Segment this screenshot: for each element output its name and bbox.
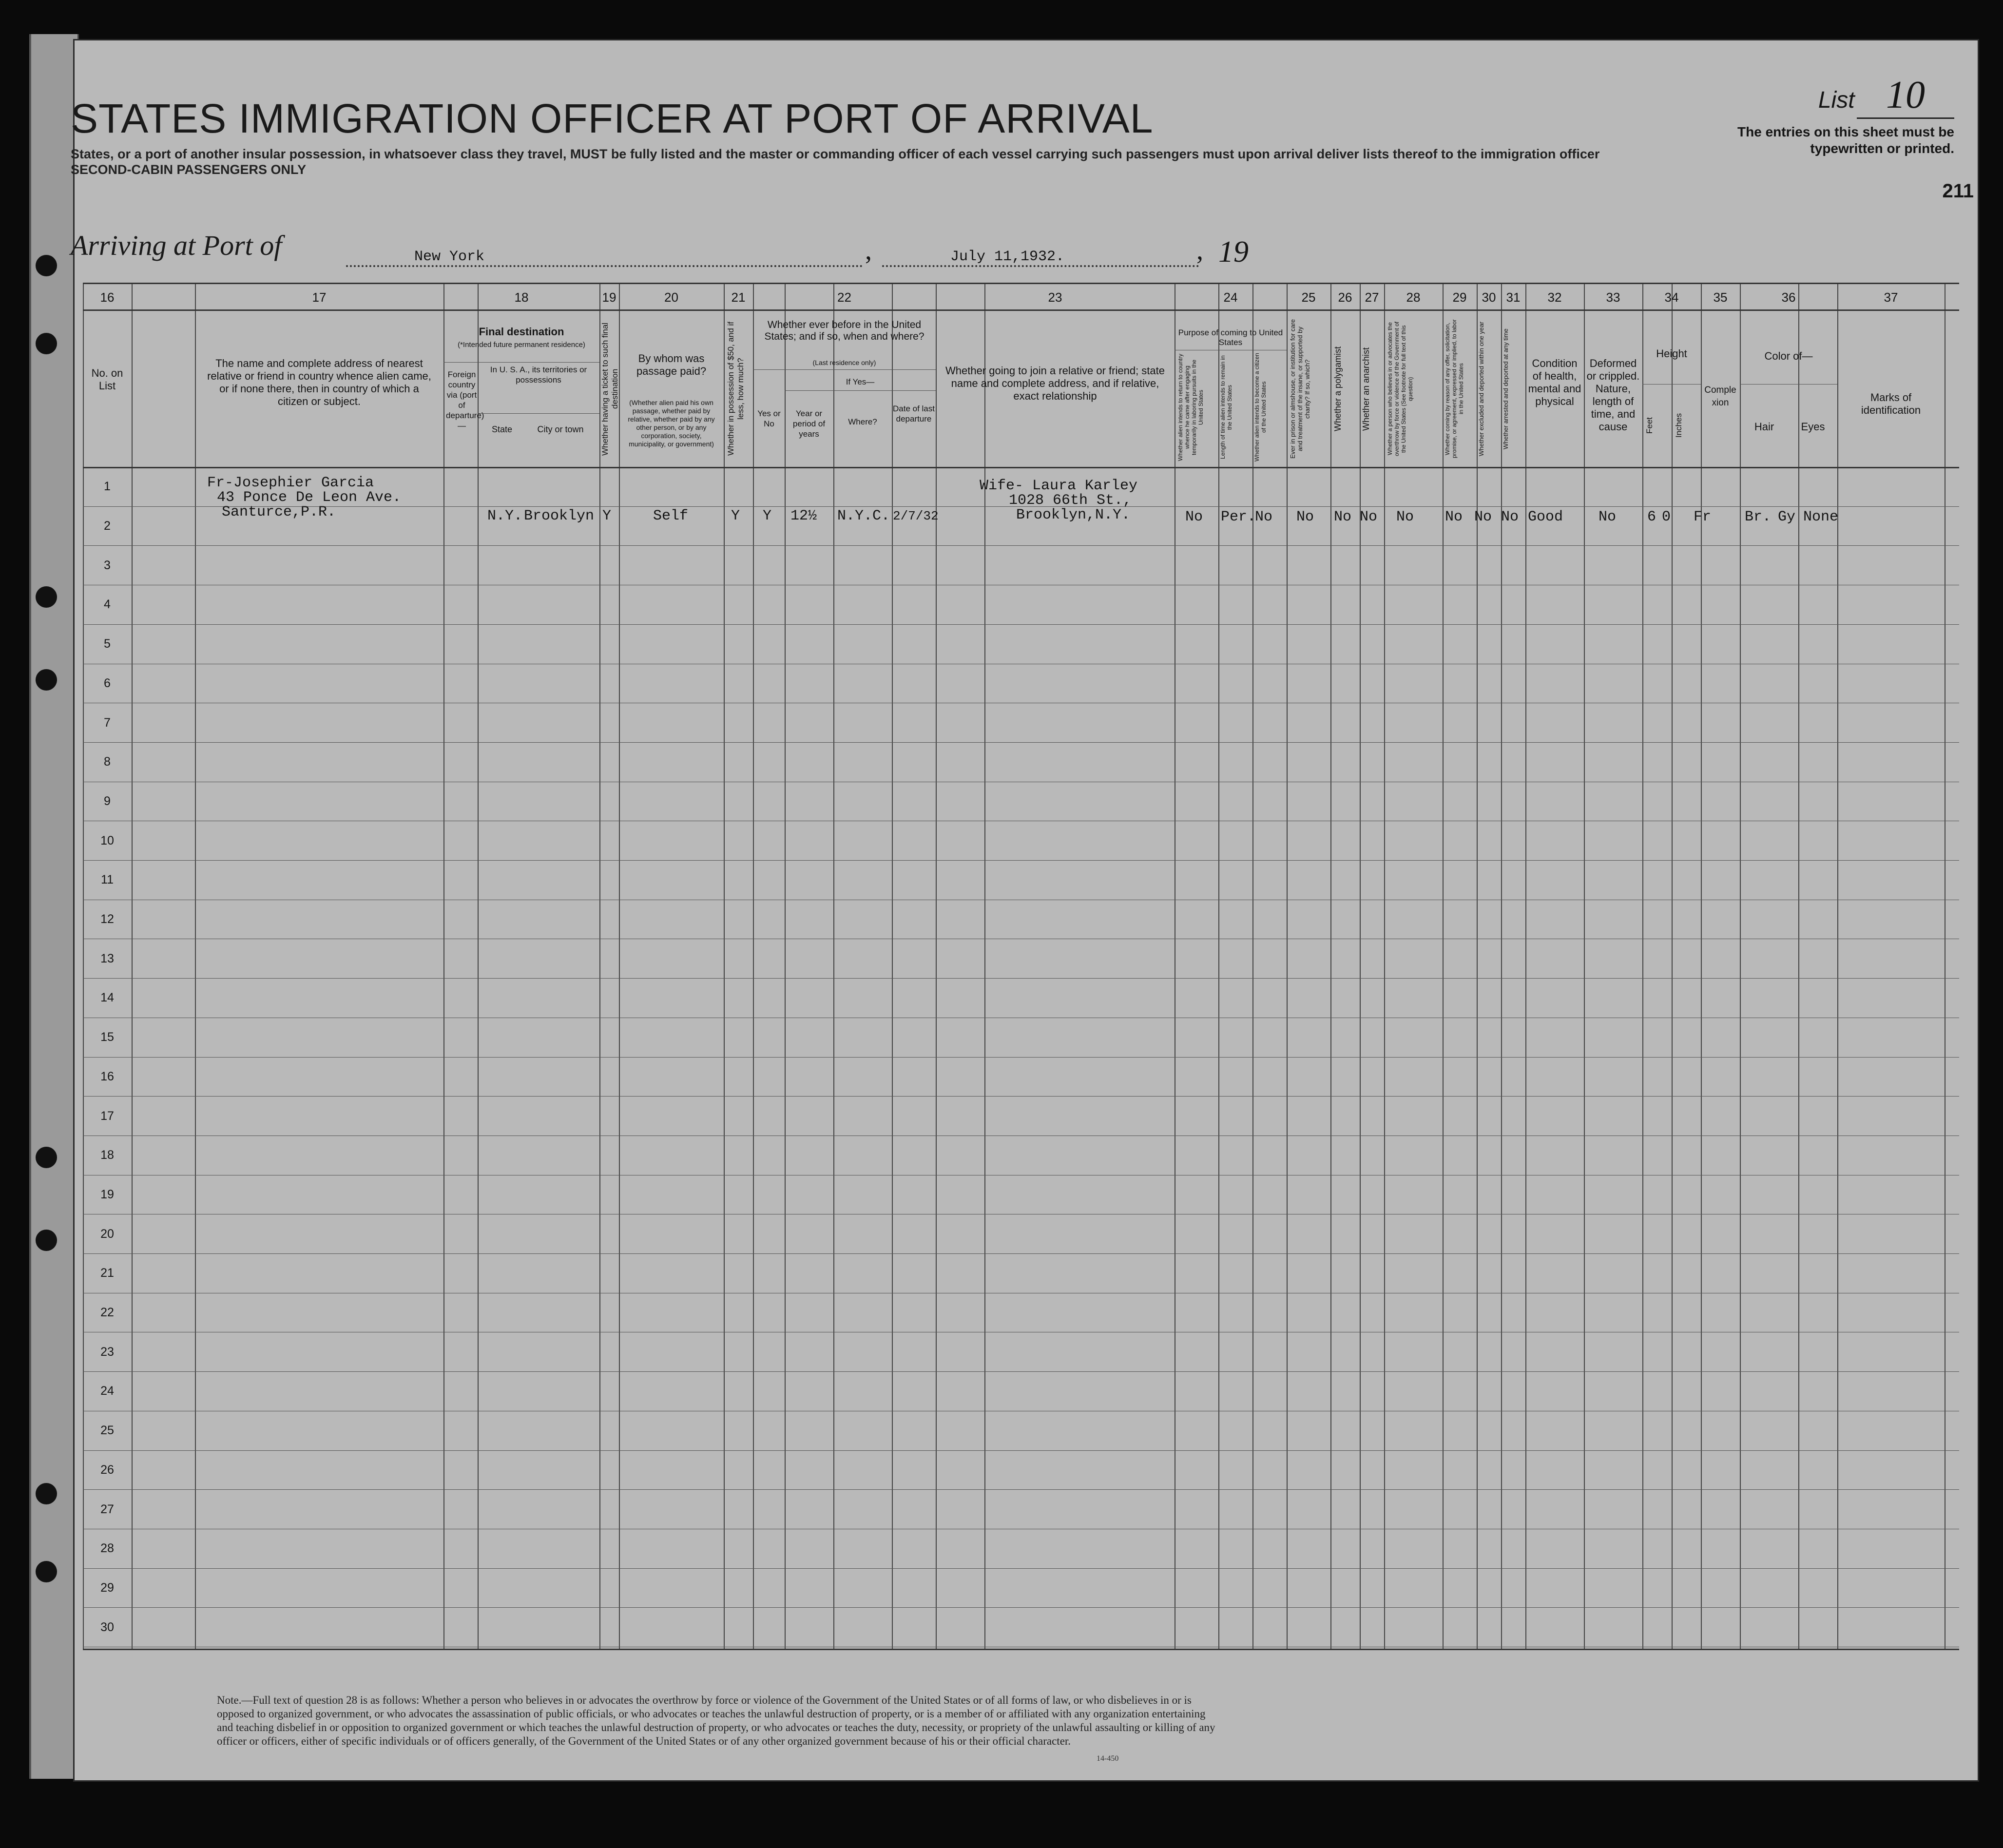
col-num-33: 33 — [1606, 290, 1620, 305]
col-header-22-sub: (Last residence only) — [812, 359, 876, 366]
marks-value: None — [1803, 509, 1839, 525]
ticket-value: Y — [602, 508, 612, 524]
column-rule — [1477, 284, 1478, 1649]
row-number: 16 — [100, 1069, 114, 1083]
col-num-22: 22 — [837, 290, 851, 305]
where-value: N.Y.C. — [837, 508, 890, 524]
col-header-18-city: City or town — [537, 424, 584, 434]
excluded-value: No — [1474, 509, 1492, 525]
arrival-label: Arriving at Port of — [71, 230, 282, 261]
destination-city: Brooklyn — [524, 508, 595, 524]
q28-value: No — [1396, 509, 1414, 525]
col-header-36-eyes: Eyes — [1801, 421, 1825, 433]
col-header-36: Color of— — [1764, 350, 1813, 362]
arrival-separator: , — [1196, 235, 1203, 266]
col-header-34-inches: Inches — [1674, 413, 1683, 438]
row-rule — [83, 545, 1959, 546]
column-rule — [599, 284, 600, 1649]
column-rule — [724, 284, 725, 1649]
page-number: 211 — [1942, 180, 1974, 202]
row-rule — [83, 1096, 1959, 1097]
row-rule — [83, 1489, 1959, 1490]
column-rule — [1252, 284, 1253, 1649]
row-rule — [83, 742, 1959, 743]
arrival-date: July 11,1932. — [882, 249, 1199, 267]
col-header-34: Height — [1656, 347, 1687, 360]
col-num-28: 28 — [1406, 290, 1421, 305]
destination-state: N.Y. — [487, 508, 523, 524]
column-rule — [785, 284, 786, 1649]
col-num-31: 31 — [1506, 290, 1521, 305]
header-rule — [83, 467, 1959, 468]
col-num-36: 36 — [1781, 290, 1796, 305]
col-header-18: Final destination — [479, 326, 564, 338]
footnote: Note.—Full text of question 28 is as follows: Whether a person who believes in or advocates the overthrow by force or violence of the Government of the United States or of all forms of law, or who disbelieves in or is opposed to organized government, or who advocates the assassination of public officials, or who advocates or teaches the unlawful destruction of property, or is a member of or affiliated with any organization entertaining and teaching disbelief in or opposition to organized government or which teaches the unlawful destruction of property, or who advocates or teaches the duty, necessity, or propriety of the unlawful assaulting or killing of any officer or officers, either of specific individuals or of officers generally, of the Government of the United States or of any other organized government because of his or their official character. — [217, 1694, 1215, 1747]
column-rule — [1330, 284, 1331, 1649]
anarchist-value: No — [1360, 509, 1378, 525]
eyes-value: Gy — [1778, 509, 1796, 525]
col-header-36-hair: Hair — [1754, 421, 1774, 433]
col-header-18-foreign: Foreign country via (port of departure)— — [446, 370, 484, 430]
row-rule — [83, 1057, 1959, 1058]
col-num-18: 18 — [514, 290, 529, 305]
row-number: 17 — [100, 1109, 114, 1123]
list-number-block — [1725, 73, 1954, 157]
col-header-24: Purpose of coming to United States — [1178, 328, 1283, 347]
col-header-22-years: Year or period of years — [792, 409, 826, 439]
arrival-year-prefix: 19 — [1218, 235, 1249, 269]
column-rule — [195, 284, 196, 1649]
row-number: 25 — [100, 1424, 114, 1438]
join-name: Wife- Laura Karley — [980, 478, 1138, 494]
col-header-37: Marks of identification — [1861, 391, 1921, 416]
header-rule — [1740, 384, 1837, 385]
col-header-24-a: Whether alien intends to return to country whence he came after engaging temporarily in laboring pursuits in the United States — [1177, 353, 1204, 461]
labor-offer-value: No — [1445, 509, 1463, 525]
height-feet-value: 6 — [1647, 509, 1656, 525]
col-num-20: 20 — [664, 290, 678, 305]
join-street: 1028 66th St., — [1009, 492, 1132, 509]
header-rule — [1642, 384, 1701, 385]
relative-street: 43 Ponce De Leon Ave. — [217, 489, 402, 506]
row-number: 9 — [104, 794, 111, 808]
row-number: 7 — [104, 715, 111, 730]
column-rule — [1798, 284, 1799, 1649]
col-num-34: 34 — [1664, 290, 1679, 305]
row-number: 4 — [104, 597, 111, 612]
col-header-16: No. on List — [91, 367, 123, 392]
row-rule — [83, 1607, 1959, 1608]
row-number: 2 — [104, 519, 111, 533]
binder-hole — [36, 586, 57, 608]
manifest-table — [83, 283, 1959, 1650]
header-rule — [83, 309, 1959, 311]
col-num-30: 30 — [1482, 290, 1496, 305]
col-header-18-sub: (*Intended future permanent residence) — [458, 341, 585, 349]
col-header-25: Ever in prison or almshouse, or institution for care and treatment of the insane, or supported by charity? If so, which? — [1289, 319, 1311, 459]
row-rule — [83, 860, 1959, 861]
list-number: 10 — [1857, 73, 1954, 119]
column-rule — [936, 284, 937, 1649]
departure-date-value: 2/7/32 — [893, 509, 939, 523]
col-header-22: Whether ever before in the United States; and if so, when and where? — [764, 319, 924, 342]
col-header-29: Whether coming by reason of any offer, solicitation, promise, or agreement, expressed or implied, to labor in the United States — [1444, 319, 1464, 459]
column-rule — [1443, 284, 1444, 1649]
col-header-30: Whether excluded and deported within one year — [1478, 321, 1485, 457]
col-header-18-usa: In U. S. A., its territories or possessions — [490, 365, 587, 385]
col-header-32: Condition of health, mental and physical — [1528, 357, 1581, 407]
row-number: 22 — [100, 1306, 114, 1320]
page-title: STATES IMMIGRATION OFFICER AT PORT OF ARRIVAL — [71, 96, 1154, 141]
col-header-24-b: Length of time alien intends to remain in the United States — [1219, 355, 1233, 459]
binder-hole — [36, 1230, 57, 1251]
class-note: SECOND-CABIN PASSENGERS ONLY — [71, 162, 307, 177]
relative-name: Fr-Josephier Garcia — [207, 475, 374, 491]
row-number: 3 — [104, 558, 111, 572]
hair-value: Br. — [1745, 509, 1772, 525]
column-rule — [892, 284, 893, 1649]
column-rule — [132, 284, 133, 1649]
height-inches-value: 0 — [1662, 509, 1671, 525]
header-rule — [478, 413, 599, 414]
row-number: 23 — [100, 1345, 114, 1359]
binder-hole — [36, 1147, 57, 1168]
row-number: 19 — [100, 1187, 114, 1201]
length-stay-value: Per. — [1221, 509, 1256, 525]
col-num-23: 23 — [1048, 290, 1062, 305]
row-number: 12 — [100, 912, 114, 926]
row-number: 18 — [100, 1148, 114, 1162]
join-city: Brooklyn,N.Y. — [1016, 507, 1131, 523]
col-num-16: 16 — [100, 290, 115, 305]
fifty-dollars-value: Y — [731, 508, 740, 524]
col-header-28: Whether a person who believes in or advocates the overthrow by force or violence of the Government of the United States (See footnote for full text of this question) — [1387, 321, 1414, 457]
column-rule — [1501, 284, 1502, 1649]
binder-hole — [36, 333, 57, 354]
col-num-32: 32 — [1547, 290, 1562, 305]
row-number: 8 — [104, 755, 111, 769]
row-rule — [83, 624, 1959, 625]
col-header-22-ifyes: If Yes— — [846, 377, 875, 386]
row-number: 13 — [100, 951, 114, 965]
col-header-27: Whether an anarchist — [1361, 347, 1371, 431]
col-header-31: Whether arrested and deported at any time — [1502, 328, 1509, 449]
return-intent-value: No — [1185, 509, 1203, 525]
row-number: 26 — [100, 1463, 114, 1477]
years-value: 12½ — [790, 508, 817, 524]
col-num-24: 24 — [1223, 290, 1238, 305]
binder-hole — [36, 669, 57, 691]
col-header-22-yesno: Yes or No — [757, 409, 781, 428]
form-code: 14-450 — [1097, 1754, 1119, 1763]
row-number: 30 — [100, 1620, 114, 1634]
complexion-value: Fr — [1694, 509, 1712, 525]
col-num-19: 19 — [602, 290, 616, 305]
col-num-21: 21 — [731, 290, 746, 305]
before-in-us-value: Y — [763, 508, 772, 524]
column-rule — [1360, 284, 1361, 1649]
row-number: 27 — [100, 1502, 114, 1516]
column-rule — [1740, 284, 1741, 1649]
col-header-24-c: Whether alien intends to become a citizen of the United States — [1253, 353, 1267, 462]
row-rule — [83, 1371, 1959, 1372]
col-num-35: 35 — [1713, 290, 1728, 305]
column-rule — [478, 284, 479, 1649]
row-number: 24 — [100, 1384, 114, 1398]
row-number: 11 — [101, 873, 114, 887]
col-header-21: Whether in possession of $50, and if less, how much? — [726, 322, 745, 456]
column-rule — [1287, 284, 1288, 1649]
header-rule — [443, 362, 599, 363]
row-rule — [83, 1568, 1959, 1569]
arrival-port: New York — [346, 249, 863, 267]
header-rule — [785, 390, 936, 391]
column-rule — [1384, 284, 1385, 1649]
col-num-25: 25 — [1301, 290, 1316, 305]
col-header-33: Deformed or crippled. Nature, length of time, and cause — [1586, 357, 1640, 433]
row-rule — [83, 978, 1959, 979]
col-header-22-date: Date of last departure — [893, 404, 935, 424]
col-header-35: Complexion — [1704, 385, 1736, 408]
col-header-20: By whom was passage paid? — [636, 352, 707, 377]
row-number: 14 — [100, 991, 114, 1005]
list-note: The entries on this sheet must be typewritten or printed. — [1737, 124, 1954, 156]
col-header-23: Whether going to join a relative or friend; state name and complete address, and if relative, exact relationship — [945, 365, 1165, 402]
column-rule — [753, 284, 754, 1649]
col-num-17: 17 — [312, 290, 327, 305]
list-label: List — [1818, 87, 1855, 113]
page-subtitle — [71, 146, 1630, 177]
column-rule — [443, 284, 444, 1649]
row-number: 5 — [104, 637, 111, 651]
col-num-26: 26 — [1338, 290, 1352, 305]
col-header-34-feet: Feet — [1645, 417, 1654, 434]
row-number: 6 — [104, 676, 111, 690]
column-rule — [1837, 284, 1838, 1649]
deformed-value: No — [1599, 509, 1617, 525]
col-header-18-state: State — [491, 424, 513, 434]
row-number: 29 — [100, 1580, 114, 1595]
header-rule — [753, 369, 936, 370]
row-number: 10 — [100, 833, 114, 847]
column-rule — [619, 284, 620, 1649]
column-rule — [1701, 284, 1702, 1649]
citizen-intent-value: No — [1255, 509, 1273, 525]
row-number: 21 — [100, 1266, 114, 1280]
health-value: Good — [1528, 509, 1563, 525]
col-num-27: 27 — [1365, 290, 1379, 305]
row-number: 28 — [100, 1541, 114, 1556]
column-rule — [1672, 284, 1673, 1649]
col-header-19: Whether having a ticket to such final destination — [600, 322, 619, 456]
row-number: 20 — [100, 1227, 114, 1241]
column-rule — [833, 284, 834, 1649]
binder-hole — [36, 1483, 57, 1504]
page-edge — [29, 34, 79, 1779]
arrival-separator: , — [865, 235, 872, 266]
col-header-22-where: Where? — [848, 417, 877, 426]
prison-value: No — [1296, 509, 1314, 525]
binder-hole — [36, 255, 57, 276]
col-num-29: 29 — [1452, 290, 1467, 305]
deported-value: No — [1501, 509, 1519, 525]
col-header-17: The name and complete address of nearest relative or friend in country whence alien came, or if none there, then in country of which a citizen or subject. — [207, 357, 431, 407]
row-rule — [83, 1253, 1959, 1254]
col-header-20-sub: (Whether alien paid his own passage, whether paid by relative, whether paid by any other person, or by any corporation, society, municipality, or government) — [628, 399, 715, 448]
column-rule — [1218, 284, 1219, 1649]
col-header-26: Whether a polygamist — [1333, 346, 1343, 432]
column-rule — [1525, 284, 1526, 1649]
passage-paid-value: Self — [653, 508, 689, 524]
col-num-37: 37 — [1884, 290, 1898, 305]
row-number: 1 — [104, 480, 111, 494]
row-number: 15 — [100, 1030, 114, 1044]
polygamist-value: No — [1334, 509, 1352, 525]
relative-city: Santurce,P.R. — [222, 504, 336, 520]
column-rule — [1642, 284, 1643, 1649]
column-rule — [1584, 284, 1585, 1649]
row-rule — [83, 1450, 1959, 1451]
subtitle-text: States, or a port of another insular possession, in whatsoever class they travel, MUST be fully listed and the master or commanding officer of each vessel carrying such passengers must upon arrival deliver lists thereof to the immigration officer — [71, 147, 1600, 161]
binder-hole — [36, 1561, 57, 1582]
